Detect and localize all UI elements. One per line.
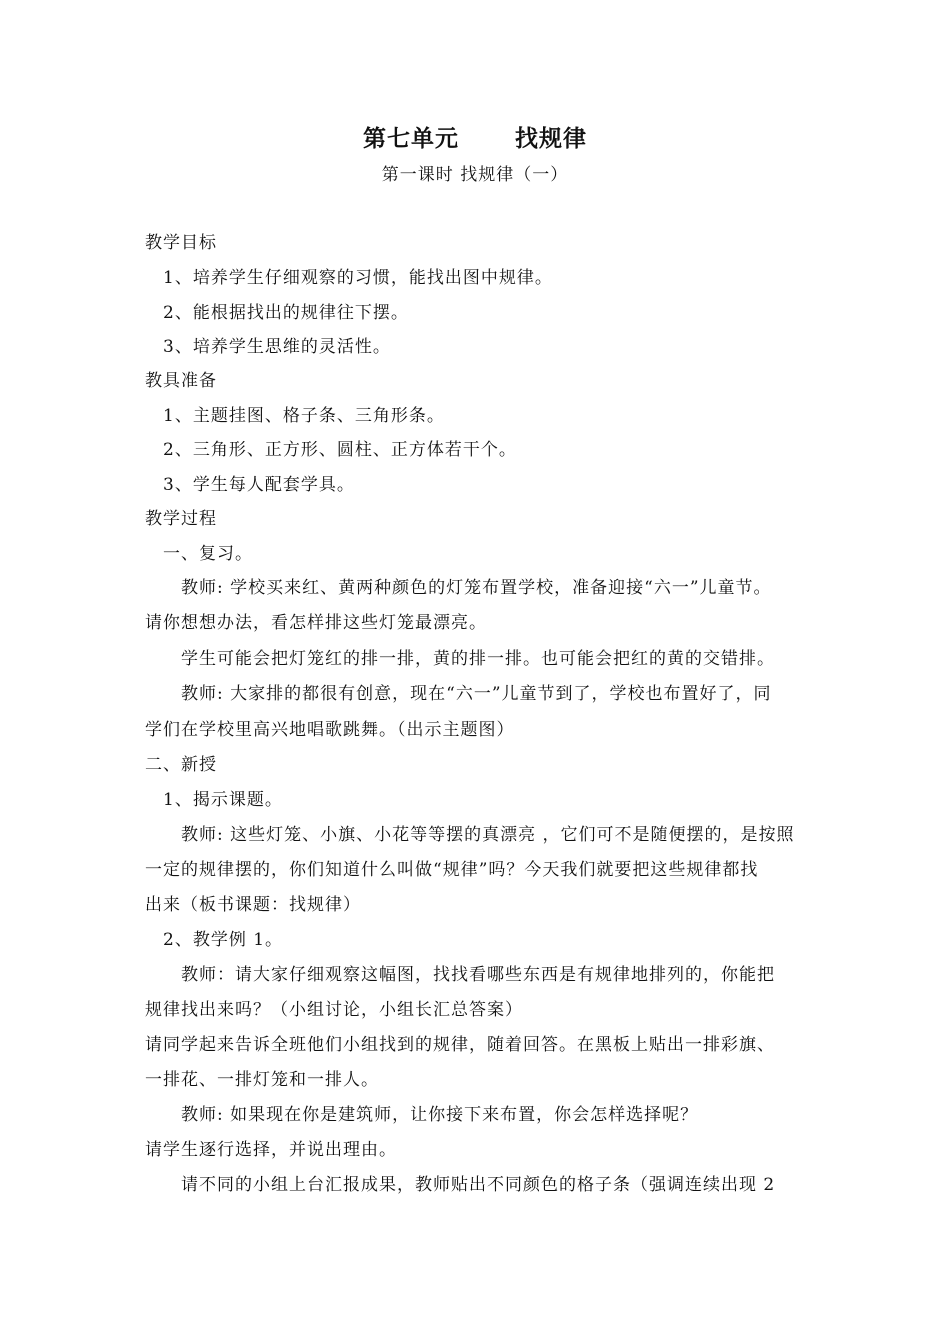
objective-item-3: 3、培养学生思维的灵活性。 [163, 337, 391, 357]
unit-title [0, 120, 950, 153]
subsection-topic: 1、揭示课题。 [163, 790, 283, 810]
paragraph-line: 规律找出来吗？（小组讨论，小组长汇总答案） [145, 1000, 523, 1020]
lesson-subtitle: 第一课时 找规律（一） [381, 165, 569, 185]
paragraph-line: 请学生逐行选择，并说出理由。 [145, 1140, 397, 1160]
paragraph-line: 学生可能会把灯笼红的排一排，黄的排一排。也可能会把红的黄的交错排。 [181, 649, 775, 669]
paragraph-line: 出来（板书课题：找规律） [145, 895, 361, 915]
material-item-1: 1、主题挂图、格子条、三角形条。 [163, 406, 445, 426]
paragraph-line: 教师: 学校买来红、黄两种颜色的灯笼布置学校，准备迎接“六一”儿童节。 [181, 578, 772, 598]
heading-process: 教学过程 [145, 509, 217, 529]
subsection-example: 2、教学例 1。 [163, 930, 284, 950]
paragraph-line: 教师：请大家仔细观察这幅图，找找看哪些东西是有规律地排列的，你能把 [181, 965, 775, 985]
paragraph-line: 教师: 如果现在你是建筑师，让你接下来布置，你会怎样选择呢？ [181, 1105, 699, 1125]
objective-item-2: 2、能根据找出的规律往下摆。 [163, 303, 409, 323]
paragraph-line: 请不同的小组上台汇报成果，教师贴出不同颜色的格子条（强调连续出现 2 [181, 1175, 776, 1195]
heading-materials: 教具准备 [145, 371, 217, 391]
paragraph-line: 一定的规律摆的，你们知道什么叫做“规律”吗？今天我们就要把这些规律都找 [145, 860, 759, 880]
paragraph-line: 学们在学校里高兴地唱歌跳舞。（出示主题图） [145, 720, 515, 740]
section-new-lesson: 二、新授 [145, 755, 217, 775]
material-item-2: 2、三角形、正方形、圆柱、正方体若干个。 [163, 440, 517, 460]
paragraph-line: 教师: 大家排的都很有创意，现在“六一”儿童节到了，学校也布置好了，同 [181, 684, 772, 704]
unit-title-number: 第七单元 [363, 126, 459, 152]
section-review: 一、复习。 [163, 544, 253, 564]
heading-objectives: 教学目标 [145, 233, 217, 253]
paragraph-line: 请同学起来告诉全班他们小组找到的规律，随着回答。在黑板上贴出一排彩旗、 [145, 1035, 775, 1055]
paragraph-line: 请你想想办法，看怎样排这些灯笼最漂亮。 [145, 613, 487, 633]
objective-item-1: 1、培养学生仔细观察的习惯，能找出图中规律。 [163, 268, 553, 288]
unit-title-topic: 找规律 [515, 126, 587, 152]
paragraph-line: 一排花、一排灯笼和一排人。 [145, 1070, 379, 1090]
paragraph-line: 教师: 这些灯笼、小旗、小花等等摆的真漂亮 ，它们可不是随便摆的，是按照 [181, 825, 795, 845]
material-item-3: 3、学生每人配套学具。 [163, 475, 355, 495]
